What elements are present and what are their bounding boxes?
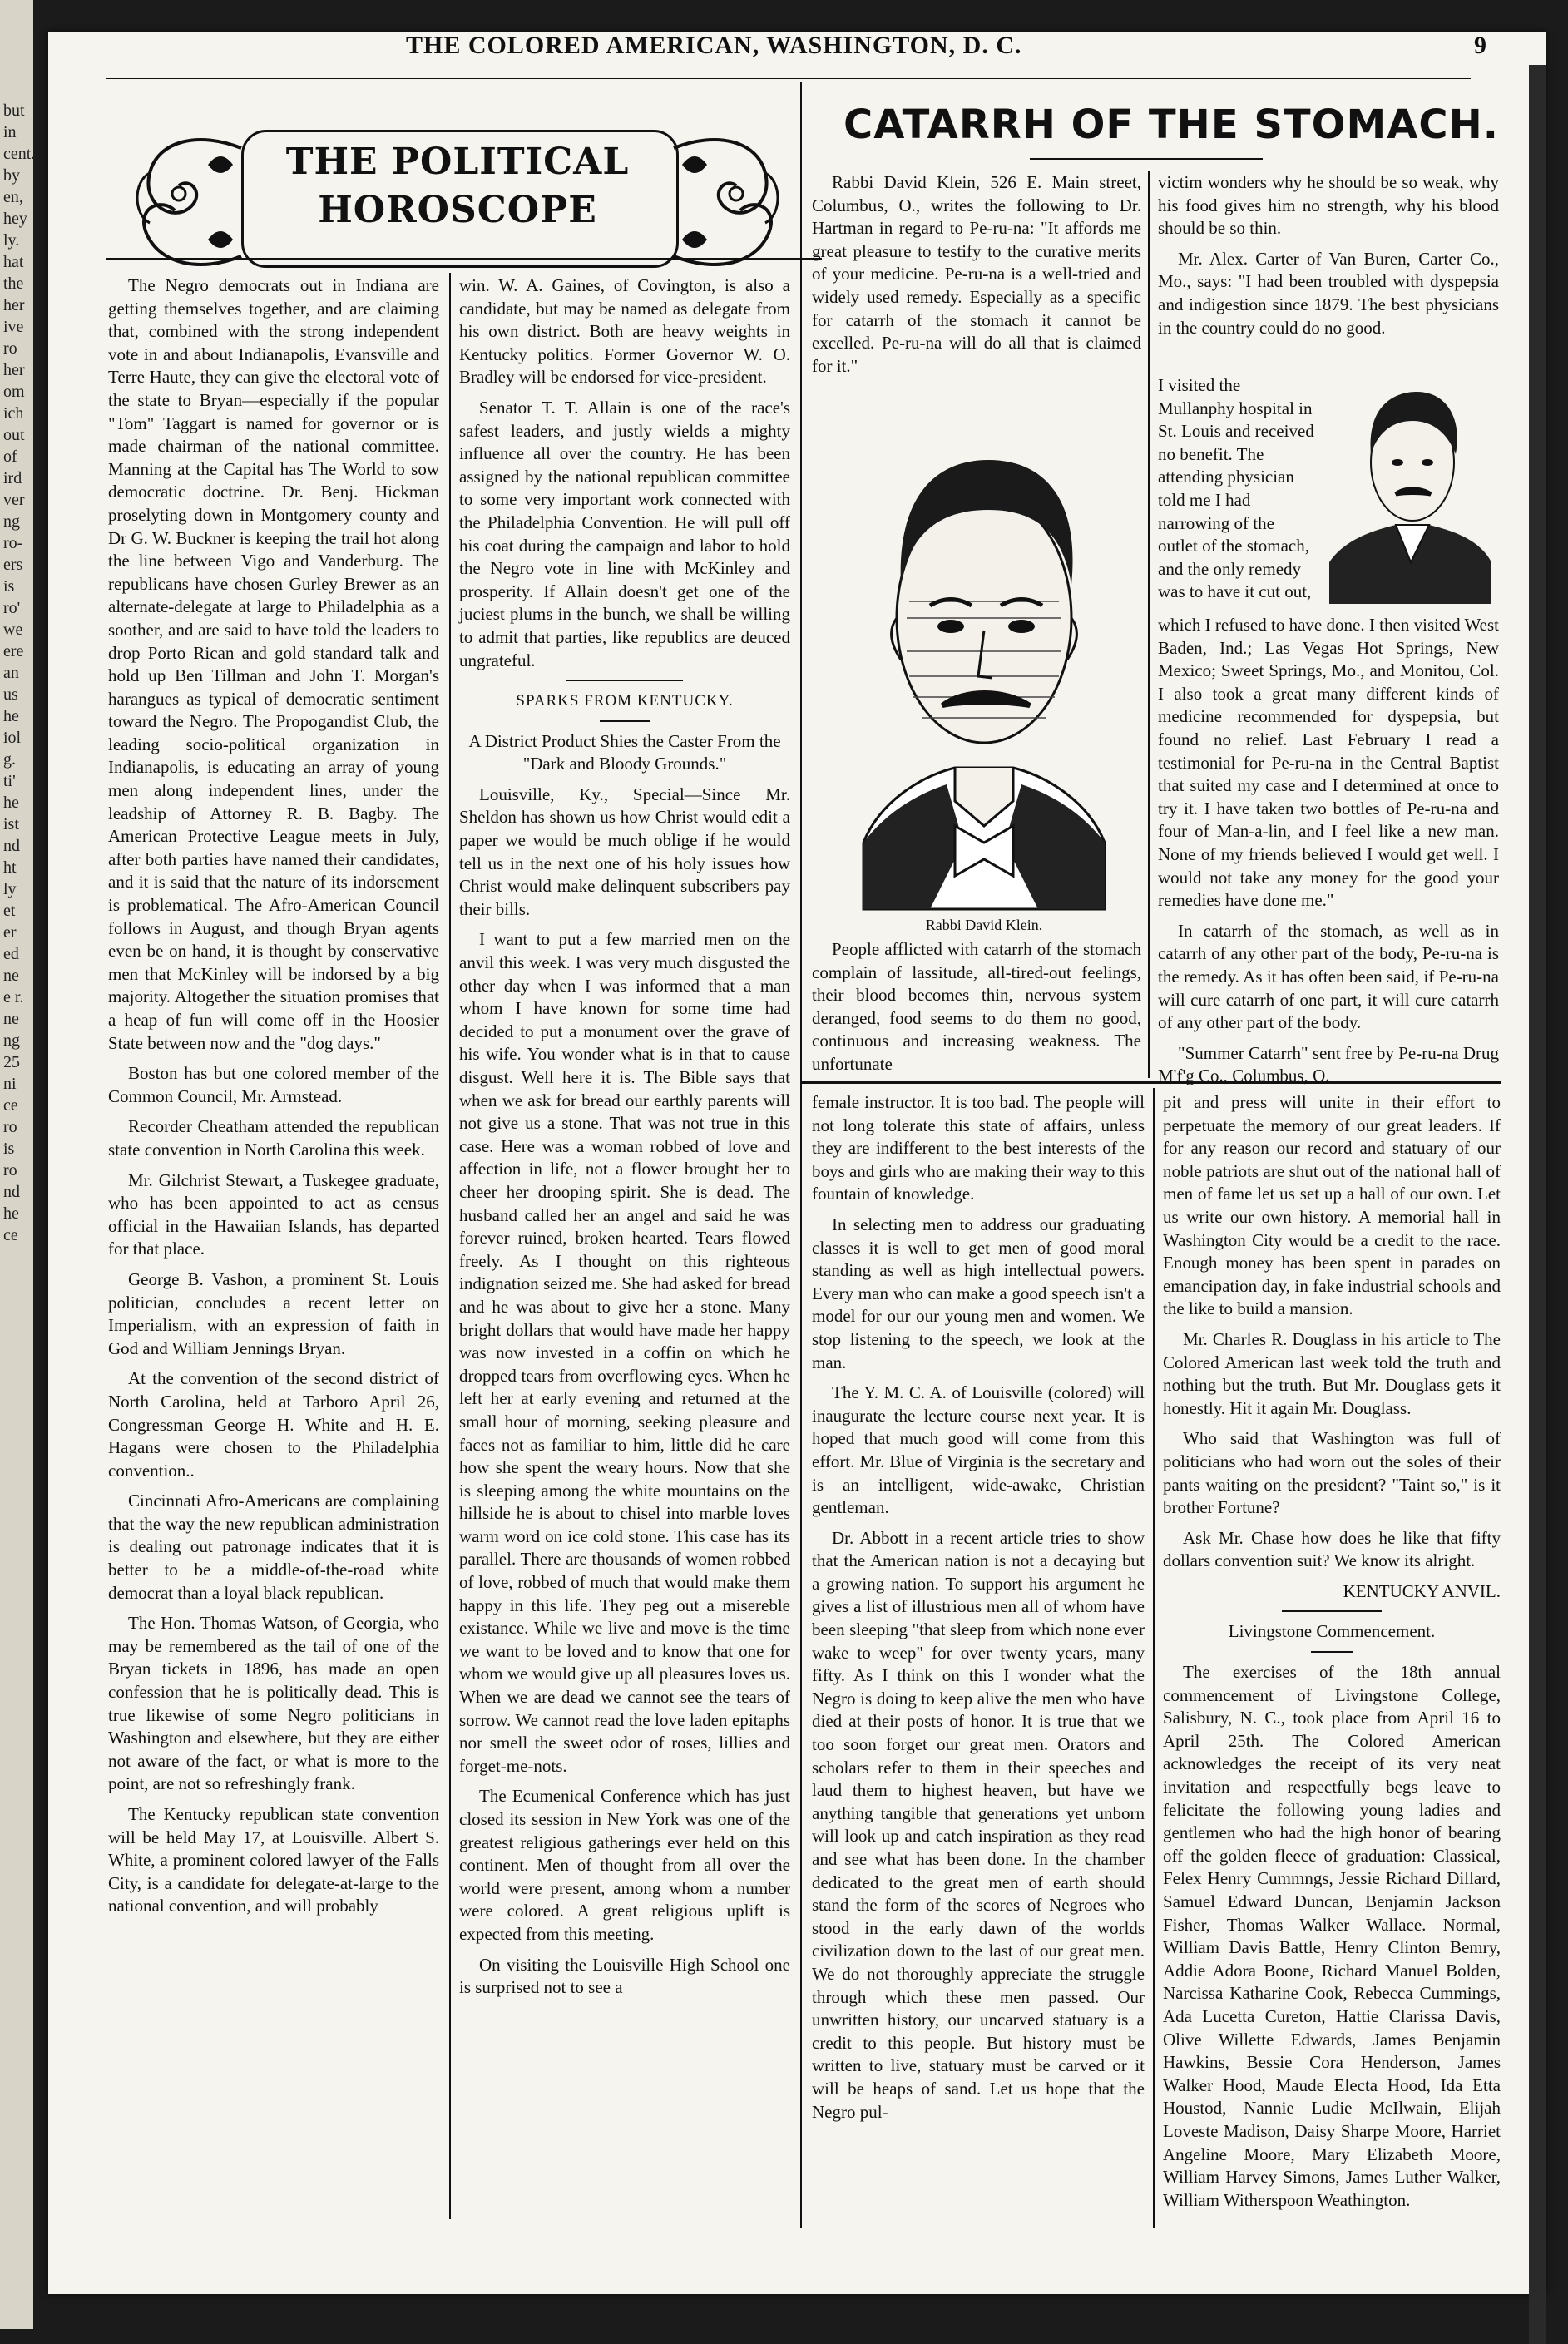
catarrh-right-rest	[1158, 614, 1499, 1086]
article-paragraph: The Y. M. C. A. of Louisville (colored) will inaugurate the lecture course next year. It is hoped that much good will come from this effort. Mr. Blue of Virginia is the secretary and is an intelligent, wide-awake, Christian gentleman.	[812, 1382, 1145, 1518]
ad-paragraph: People afflicted with catarrh of the stomach complain of lassitude, all-tired-out feelings, their blood becomes thin, nervous system deranged, food seems to do them no good, continuous and increasing weakness. The unfortunate	[812, 939, 1141, 1074]
article-paragraph: win. W. A. Gaines, of Covington, is also a candidate, but may be named as delegate from his own district. Both are heavy weights in Kentucky politics. Former Governor W. O. Bradley will be endorsed for vice-president.	[459, 275, 790, 388]
article-paragraph: Dr. Abbott in a recent article tries to show that the American nation is not a decaying but a growing nation. To support his argument he gives a list of illustrious men all of whom have been sleeping "that sleep from which none ever wake to weep" for over twenty years, many fifty. As I think on this I wonder what the Negro is doing to keep alive the men who have died at their posts of honor. It is true that we too soon forget our great men. Orators and scholars refer to them in their speeches and laud them to highest heaven, but have we anything tangible that generations yet unborn will look up and catch inspiration as they read and see what has been done. In the chamber dedicated to the great men of earth should stand the form of the scores of Negroes who stood in the early dawn of the worlds civilization down to the last of our great men. We do not thoroughly appreciate the struggle through which these men passed. Our unwritten history, our uncarved statuary is a credit to this people. But history must be written to live, statuary must be carved or it will be heaps of sand. Let us hope that the Negro pul-	[812, 1527, 1145, 2122]
article-paragraph: At the convention of the second district of North Carolina, held at Tarboro April 26, Congressman George H. White and H. E. Hagans were chosen to the Philadelphia convention..	[108, 1368, 439, 1481]
catarrh-intro	[812, 171, 1141, 413]
article-paragraph: On visiting the Louisville High School one is surprised not to see a	[459, 1954, 790, 1998]
article-signature: KENTUCKY ANVIL.	[1343, 1580, 1501, 1601]
rabbi-portrait-image	[830, 410, 1138, 909]
right-scroll-ornament	[665, 115, 790, 273]
ad-paragraph: In catarrh of the stomach, as well as in catarrh of any other part of the body, Pe-ru-na is the remedy. As it has often been said, if Pe-ru-na will cure catarrh of one part, it will cure catarrh of any other part of the body.	[1158, 920, 1499, 1033]
adjacent-page-edge	[0, 0, 36, 2329]
heading-line-1: THE POLITICAL	[285, 141, 630, 183]
heading-line-2: HOROSCOPE	[318, 189, 597, 231]
article-paragraph: The exercises of the 18th annual commencement of Livingstone College, Salisbury, N. C., took place from April 16 to April 25th. The Colored American acknowledges the receipt of its very neat invitation and respectfully begs leave to felicitate the following young ladies and gentlemen who had the high honor of bearing off the golden fleece of graduation: Classical, Felex Henry Cummngs, Jessie Richard Dillard, Samuel Edward Duncan, Benjamin Jackson Fisher, Thomas Walker Wallace. Normal, William Davis Battle, Henry Clinton Bemry, Addie Adora Boone, Richard Manuel Bolden, Narcissa Katharine Cook, Rebecca Cummings, Ada Lucetta Cureton, Hattie Clarissa Davis, Olive Willette Edwards, James Benjamin Hawkins, Bessie Cora Henderson, James Walker Hood, Maude Electa Hood, Ida Etta Houstod, Nannie Ludie McIlwain, Elijah Loveste Madison, Daisy Sharpe Moore, Harriet Angeline Moore, Mary Elizabeth Moore, William Harvey Simons, James Luther Walker, William Witherspoon Weathington.	[1163, 1662, 1501, 2210]
article-paragraph: In selecting men to address our graduating classes it is well to get men of good moral standing as well as high intellectual powers. Every man who can make a good speech isn't a model for our our young men and women. We stop listening to the speech, we look at the man.	[812, 1214, 1145, 1372]
heading-title	[241, 138, 674, 235]
section-rule	[1311, 1651, 1353, 1653]
catarrh-right-top	[1158, 171, 1499, 371]
article-paragraph: Senator T. T. Allain is one of the race's safest leaders, and justly wields a mighty influence all over the country. He has been assigned by the national republican committee to some very important work connected with the Philadelphia Convention. He will pull off his coat during the campaign and labor to hold the Negro vote in line with McKinley and prosperity. If Allain doesn't get one of the juciest plums in the bunch, we shall be willing to admit that parties, like republics are deuced ungrateful.	[459, 397, 790, 670]
adjacent-page-fragment: but in cent. by en, hey ly. hat the her ive ro her om ich out of ird ver ng ro- ers is ro' we ere an us he iol g. ti' he ist nd ht ly et er ed ne e r. ne ng 25 ni ce ro is ro nd he ce	[3, 101, 36, 1244]
portrait-caption: Rabbi David Klein.	[925, 917, 1043, 933]
article-paragraph: Cincinnati Afro-Americans are complaining that the way the new republican administration is dealing out patronage indicates that it is better to be a middle-of-the-road white democrat than a loyal black republican.	[108, 1491, 439, 1603]
political-horoscope-heading	[125, 98, 790, 289]
ad-paragraph: Rabbi David Klein, 526 E. Main street, Columbus, O., writes the following to Dr. Hartman in regard to Pe-ru-na: "It affords me great pleasure to testify to the curative merits of your medicine. Pe-ru-na is a well-tried and widely used remedy. Especially as a specific for catarrh of the stomach it cannot be excelled. Pe-ru-na will do all that is claimed for it."	[812, 172, 1141, 376]
article-paragraph: The Kentucky republican state convention will be held May 17, at Louisville. Albert S. White, a prominent colored lawyer of the Falls City, is a candidate for delegate-at-large to the national convention, and will probably	[108, 1804, 439, 1916]
left-scroll-ornament	[125, 115, 250, 273]
masthead-rule	[106, 77, 1471, 84]
article-paragraph: Ask Mr. Chase how does he like that fifty dollars convention suit? We know its alright.	[1163, 1527, 1501, 1571]
section-rule	[600, 720, 650, 722]
ad-paragraph: which I refused to have done. I then visited West Baden, Ind.; Las Vegas Hot Springs, New Mexico; Sweet Springs, Mo., and Monitou, Col. I also took a great many different kinds of medicine recommended for dyspepsia, but found no relief. Last February I read a testimonial for Pe-ru-na in the Central Baptist that suited my case and I determined at once to try it. I have taken two bottles of Pe-ru-na and four of Man-a-lin, and I feel like a new man. None of my friends believed I would get well. I would not take any money for the good your remedies have done me."	[1158, 615, 1499, 911]
ad-paragraph: victim wonders why he should be so weak, why his food gives him no strength, why his blood should be so thin.	[1158, 172, 1499, 239]
catarrh-lower	[812, 938, 1141, 1080]
article-paragraph: Who said that Washington was full of politicians who had worn out the soles of their pants waiting on the president? "Taint so," is it brother Fortune?	[1163, 1428, 1501, 1518]
article-paragraph: Mr. Gilchrist Stewart, a Tuskegee graduate, who has been appointed to act as census official in the Hawaiian Islands, has departed for that place.	[108, 1170, 439, 1259]
newspaper-page	[48, 32, 1546, 2294]
sparks-column-3	[812, 1091, 1145, 2239]
column-rule	[1153, 1088, 1155, 2228]
horoscope-column-2	[459, 274, 790, 2238]
article-paragraph: The Negro democrats out in Indiana are getting themselves together, and are claiming that, combined with the strong independent vote in and about Indianapolis, Evansville and Terre Haute, they can give the electoral vote of the state to Bryan—especially if the popular "Tom" Taggart is named for governor or is made chairman of the national committee. Manning at the Capital has The World to sow democratic doctrine. Dr. Benj. Hickman proselyting down in Montgomery county and Dr G. W. Buckner is keeping the trail hot along the line between Vigo and Vanderburg. The republicans have chosen Gurley Brewer as an alternate-delegate at large to Philadelphia as a soother, and are said to have told the leaders to drop Porto Rican and gold standard talk and hold up Ben Tillman and John T. Morgan's harangues as typical of democratic sentiment toward the Negro. The Propogandist Club, the leading socio-political organization in Indianapolis, is educating an array of young men along independent lines, under the leadship of Attorney R. B. Bagby. The American Protective League meets in July, after both parties have named their candidates, and it is said that the nature of its indorsement is problematical. The Afro-American Council follows in August, and though Bryan agents even be on hand, it is thought by conservative men that McKinley will be indorsed by a big majority. Altogether the situation promises that a heap of fun will come off in the Hoosier State between now and the "dog days."	[108, 275, 439, 1053]
article-paragraph: I want to put a few married men on the anvil this week. I was very much disgusted the other day when I was informed that a man whom I have known for some time had decided to put a monument over the grave of his wife. You wonder what is in that to cause disgust. Well here it is. The Bible says that when we ask for bread our earthly parents will not give us a stone. That was not true in this case. Here was a woman robbed of love and affection in life, not a flower brought her to cheer her drooping spirit. She is dead. The husband called her an angel and said he was forever ruined, broken hearted. Tears flowed freely. As I thought on this righteous indignation seized me. She had asked for bread and he was about to give her a stone. Many bright dollars that would have made her happy was now invested in a coffin on which he dropped tears from overflowing eyes. When he left her at early evening and returned at the small hour of morning, seeking pleasure and faces not as familiar to him, little did he care how she spent the weary hours. Now that she is sleeping among the white mountains on the hillside he is about to chisel into marble loves warm word on ice cold stone. This case has its parallel. There are thousands of women robbed of love, robbed of much that would make them happy in this life. They peg out a misereble existance. While we live and move is the time we want to be loved and to know that one for whom we would give up all pleasures loves us. When we are dead we cannot see the tears of sorrow. We cannot read the love laden epitaphs nor smell the sweet odor of roses, lillies and forget-me-nots.	[459, 929, 790, 1776]
sparks-heading: SPARKS FROM KENTUCKY.	[516, 692, 734, 710]
catarrh-title: CATARRH OF THE STOMACH.	[843, 101, 1499, 148]
catarrh-right-narrow	[1158, 374, 1314, 616]
article-paragraph: female instructor. It is too bad. The people will not long tolerate this state of affairs, unless they are indifferent to the best interests of the boys and girls who are making their way to this fountain of knowledge.	[812, 1092, 1145, 1204]
masthead	[406, 32, 1487, 65]
article-paragraph: Recorder Cheatham attended the republican state convention in North Carolina this week.	[108, 1116, 439, 1160]
column-rule	[800, 82, 802, 2228]
section-rule	[566, 680, 683, 681]
article-paragraph: pit and press will unite in their effort to perpetuate the memory of our great leaders. If for any reason our record and statuary of our noble patriots are shut out of the national hall of men of fame let us set up a hall of our own. Let us write our own history. A memorial hall in Washington City would be a credit to the race. Enough money has been spent in parades on emancipation day, in fake industrial schools and the like to build a mansion.	[1163, 1092, 1501, 1319]
ad-paragraph: Mr. Alex. Carter of Van Buren, Carter Co., Mo., says: "I had been troubled with dyspepsia and indigestion since 1879. The best physicians in the country could do no good.	[1158, 248, 1499, 338]
carter-portrait-image	[1321, 371, 1496, 604]
article-paragraph: George B. Vashon, a prominent St. Louis politician, concludes a recent letter on Imperialism, with an expression of faith in God and William Jennings Bryan.	[108, 1268, 439, 1358]
page-number: 9	[1474, 32, 1487, 59]
column-rule	[449, 273, 451, 2219]
article-paragraph: Mr. Charles R. Douglass in his article to The Colored American last week told the truth and nothing but the truth. But Mr. Douglass gets it honestly. Hit it again Mr. Douglass.	[1163, 1328, 1501, 1418]
ad-paragraph: I visited the Mullanphy hospital in St. Louis and received no benefit. The attending physician told me I had narrowing of the outlet of the stomach, and the only remedy was to have it cut out,	[1158, 375, 1314, 602]
masthead-text: THE COLORED AMERICAN, WASHINGTON, D. C.	[406, 32, 1022, 59]
article-paragraph: The Ecumenical Conference which has just closed its session in New York was one of the greatest religious gatherings ever held on this continent. Men of thought from all over the world were present, among whom a number were colored. A great religious uplift is expected from this meeting.	[459, 1786, 790, 1944]
article-paragraph: The Hon. Thomas Watson, of Georgia, who may be remembered as the tail of one of the Bryan tickets in 1896, has made an open confession that he is politically dead. This is true likewise of some Negro politicians in Washington and elsewhere, but they are either not aware of the fact, or what is more to the point, are not so refreshingly frank.	[108, 1613, 439, 1794]
ad-bottom-rule	[802, 1081, 1501, 1084]
ad-paragraph: "Summer Catarrh" sent free by Pe-ru-na Drug M'f'g Co., Columbus, O.	[1158, 1042, 1499, 1086]
heading-rule	[106, 258, 822, 260]
title-rule	[1030, 158, 1263, 160]
sparks-subheading: A District Product Shies the Caster From the "Dark and Bloody Grounds."	[468, 730, 781, 774]
column-rule	[1148, 171, 1150, 1078]
livingstone-heading: Livingstone Commencement.	[1228, 1621, 1436, 1642]
section-rule	[1282, 1610, 1382, 1612]
article-paragraph: Louisville, Ky., Special—Since Mr. Sheldon has shown us how Christ would edit a paper we would be much oblige if he would tell us in the next one of his holy issues how Christ would make delinquent subscribers pay their bills.	[459, 784, 790, 919]
article-paragraph: Boston has but one colored member of the Common Council, Mr. Armstead.	[108, 1063, 439, 1106]
sparks-column-4	[1163, 1091, 1501, 2239]
page-binding-shadow	[1529, 65, 1546, 2344]
horoscope-column-1	[108, 274, 439, 2238]
